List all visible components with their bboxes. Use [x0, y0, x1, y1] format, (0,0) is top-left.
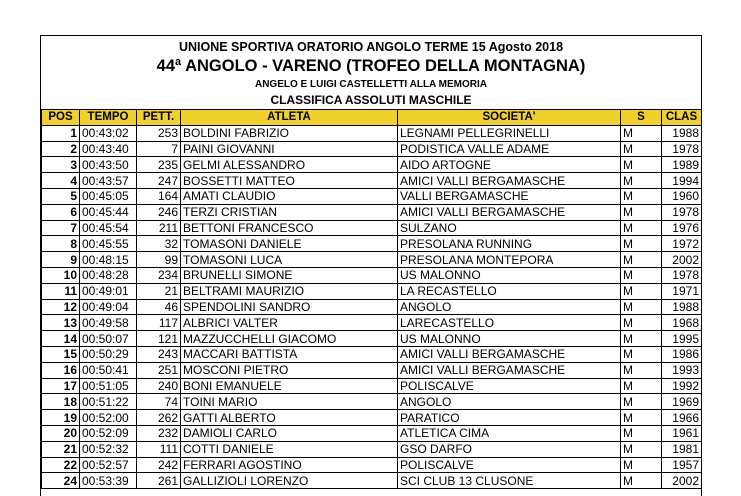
cell-atleta: DAMIOLI CARLO: [181, 425, 398, 441]
cell-clas: 1988: [662, 125, 702, 141]
table-row: [42, 346, 702, 362]
cell-pos: 17: [42, 378, 80, 394]
col-atleta-header: ATLETA: [181, 110, 398, 126]
cell-pos: 22: [42, 457, 80, 473]
cell-atleta: MOSCONI PIETRO: [181, 362, 398, 378]
cell-sesso: M: [621, 457, 662, 473]
organizer-title: UNIONE SPORTIVA ORATORIO ANGOLO TERME 15 Agosto 2018: [178, 40, 564, 54]
cell-atleta: BOLDINI FABRIZIO: [181, 125, 398, 141]
cell-pos: 8: [42, 236, 80, 252]
cell-tempo: 00:43:02: [80, 125, 137, 141]
cell-pett: 232: [137, 425, 181, 441]
cell-atleta: FERRARI AGOSTINO: [181, 457, 398, 473]
col-pett-header: PETT.: [137, 110, 181, 126]
cell-tempo: 00:50:29: [80, 346, 137, 362]
cell-sesso: M: [621, 394, 662, 410]
table-row: [42, 125, 702, 141]
cell-pett: 32: [137, 236, 181, 252]
cell-pett: 7: [137, 141, 181, 157]
cell-pett: 251: [137, 362, 181, 378]
cell-pos: 15: [42, 346, 80, 362]
cell-societa: US MALONNO: [398, 331, 621, 347]
cell-pett: 242: [137, 457, 181, 473]
table-row: [42, 331, 702, 347]
cell-sesso: M: [621, 141, 662, 157]
cell-societa: AMICI VALLI BERGAMASCHE: [398, 362, 621, 378]
cell-pett: 253: [137, 125, 181, 141]
cell-tempo: 00:49:01: [80, 283, 137, 299]
memorial-subtitle: ANGELO E LUIGI CASTELLETTI ALLA MEMORIA: [254, 79, 488, 90]
cell-atleta: TOMASONI DANIELE: [181, 236, 398, 252]
cell-pett: 21: [137, 283, 181, 299]
cell-sesso: M: [621, 331, 662, 347]
cell-societa: LEGNAMI PELLEGRINELLI: [398, 125, 621, 141]
cell-sesso: M: [621, 378, 662, 394]
cell-pos: 13: [42, 315, 80, 331]
cell-pett: 117: [137, 315, 181, 331]
cell-sesso: M: [621, 220, 662, 236]
ranking-title: CLASSIFICA ASSOLUTI MASCHILE: [270, 93, 472, 107]
table-row: [42, 315, 702, 331]
cell-pos: 10: [42, 267, 80, 283]
cell-societa: SCI CLUB 13 CLUSONE: [398, 473, 621, 489]
table-row: [42, 410, 702, 426]
cell-clas: 1988: [662, 299, 702, 315]
cell-atleta: BOSSETTI MATTEO: [181, 173, 398, 189]
cell-clas: 1981: [662, 441, 702, 457]
cell-sesso: M: [621, 425, 662, 441]
table-row: [42, 188, 702, 204]
cell-societa: POLISCALVE: [398, 457, 621, 473]
cell-societa: AIDO ARTOGNE: [398, 157, 621, 173]
cell-societa: AMICI VALLI BERGAMASCHE: [398, 204, 621, 220]
cell-atleta: BONI EMANUELE: [181, 378, 398, 394]
col-tempo-header: TEMPO: [80, 110, 137, 126]
cell-societa: ANGOLO: [398, 394, 621, 410]
cell-tempo: 00:48:15: [80, 252, 137, 268]
cell-societa: US MALONNO: [398, 267, 621, 283]
cell-tempo: 00:48:28: [80, 267, 137, 283]
cell-atleta: TERZI CRISTIAN: [181, 204, 398, 220]
cell-sesso: M: [621, 267, 662, 283]
cell-sesso: M: [621, 362, 662, 378]
cell-societa: PODISTICA VALLE ADAME: [398, 141, 621, 157]
cell-societa: PRESOLANA RUNNING: [398, 236, 621, 252]
cell-atleta: BETTONI FRANCESCO: [181, 220, 398, 236]
cell-pos: 19: [42, 410, 80, 426]
cell-tempo: 00:45:44: [80, 204, 137, 220]
cell-atleta: GALLIZIOLI LORENZO: [181, 473, 398, 489]
cell-clas: 1978: [662, 204, 702, 220]
cell-tempo: 00:43:57: [80, 173, 137, 189]
cell-clas: 1986: [662, 346, 702, 362]
table-row: [42, 441, 702, 457]
cell-tempo: 00:52:00: [80, 410, 137, 426]
table-row: [42, 157, 702, 173]
cell-atleta: AMATI CLAUDIO: [181, 188, 398, 204]
cell-tempo: 00:49:04: [80, 299, 137, 315]
cell-societa: AMICI VALLI BERGAMASCHE: [398, 346, 621, 362]
table-row: [42, 204, 702, 220]
cell-tempo: 00:43:40: [80, 141, 137, 157]
cell-atleta: TOINI MARIO: [181, 394, 398, 410]
table-row: [42, 394, 702, 410]
cell-pett: 246: [137, 204, 181, 220]
cell-atleta: MACCARI BATTISTA: [181, 346, 398, 362]
cell-pett: 247: [137, 173, 181, 189]
cell-tempo: 00:51:05: [80, 378, 137, 394]
table-row: [42, 173, 702, 189]
cell-clas: 1969: [662, 394, 702, 410]
cell-pos: 12: [42, 299, 80, 315]
col-sesso-header: S: [621, 110, 662, 126]
table-row: [42, 378, 702, 394]
col-pos-header: POS: [42, 110, 80, 126]
cell-sesso: M: [621, 283, 662, 299]
cell-sesso: M: [621, 410, 662, 426]
cell-sesso: M: [621, 473, 662, 489]
cell-sesso: M: [621, 441, 662, 457]
cell-sesso: M: [621, 157, 662, 173]
cell-atleta: PAINI GIOVANNI: [181, 141, 398, 157]
cell-pos: 2: [42, 141, 80, 157]
cell-pett: 99: [137, 252, 181, 268]
cell-pett: 211: [137, 220, 181, 236]
table-row: [42, 220, 702, 236]
cell-societa: PRESOLANA MONTEPORA: [398, 252, 621, 268]
cell-societa: LARECASTELLO: [398, 315, 621, 331]
cell-societa: ATLETICA CIMA: [398, 425, 621, 441]
cell-tempo: 00:45:05: [80, 188, 137, 204]
cell-pos: 9: [42, 252, 80, 268]
cell-tempo: 00:43:50: [80, 157, 137, 173]
cell-pos: 4: [42, 173, 80, 189]
cell-atleta: GATTI ALBERTO: [181, 410, 398, 426]
cell-pett: 235: [137, 157, 181, 173]
cell-tempo: 00:52:32: [80, 441, 137, 457]
cell-clas: 1957: [662, 457, 702, 473]
cell-sesso: M: [621, 346, 662, 362]
cell-pos: 14: [42, 331, 80, 347]
race-title: 44ª ANGOLO - VARENO (TROFEO DELLA MONTAGNA): [156, 57, 586, 75]
cell-clas: 1971: [662, 283, 702, 299]
cell-pos: 3: [42, 157, 80, 173]
table-row: [42, 252, 702, 268]
cell-pett: 234: [137, 267, 181, 283]
cell-sesso: M: [621, 188, 662, 204]
cell-pos: 1: [42, 125, 80, 141]
cell-societa: GSO DARFO: [398, 441, 621, 457]
cell-tempo: 00:50:41: [80, 362, 137, 378]
cell-clas: 2002: [662, 252, 702, 268]
cell-societa: SULZANO: [398, 220, 621, 236]
cell-atleta: TOMASONI LUCA: [181, 252, 398, 268]
col-clas-header: CLAS: [662, 110, 702, 126]
cell-pos: 18: [42, 394, 80, 410]
cell-tempo: 00:52:09: [80, 425, 137, 441]
cell-clas: 1972: [662, 236, 702, 252]
cell-clas: 1976: [662, 220, 702, 236]
cell-pos: 5: [42, 188, 80, 204]
cell-sesso: M: [621, 315, 662, 331]
cell-pos: 24: [42, 473, 80, 489]
table-row: [42, 267, 702, 283]
cell-clas: 1961: [662, 425, 702, 441]
table-row: [42, 362, 702, 378]
cell-atleta: BELTRAMI MAURIZIO: [181, 283, 398, 299]
cell-clas: 1994: [662, 173, 702, 189]
cell-clas: 1995: [662, 331, 702, 347]
cell-atleta: SPENDOLINI SANDRO: [181, 299, 398, 315]
cell-societa: LA RECASTELLO: [398, 283, 621, 299]
cell-clas: 2002: [662, 473, 702, 489]
cell-pett: 240: [137, 378, 181, 394]
table-row: [42, 299, 702, 315]
results-sheet: [40, 35, 702, 496]
cell-pett: 261: [137, 473, 181, 489]
cell-clas: 1993: [662, 362, 702, 378]
cell-clas: 1966: [662, 410, 702, 426]
cell-sesso: M: [621, 173, 662, 189]
table-row: [42, 141, 702, 157]
cell-tempo: 00:53:39: [80, 473, 137, 489]
table-row: [42, 457, 702, 473]
cell-clas: 1968: [662, 315, 702, 331]
table-row: [42, 236, 702, 252]
cell-atleta: COTTI DANIELE: [181, 441, 398, 457]
cell-tempo: 00:52:57: [80, 457, 137, 473]
cell-societa: PARATICO: [398, 410, 621, 426]
cell-sesso: M: [621, 299, 662, 315]
cell-clas: 1989: [662, 157, 702, 173]
cell-pos: 11: [42, 283, 80, 299]
cell-societa: VALLI BERGAMASCHE: [398, 188, 621, 204]
results-table: [41, 109, 702, 489]
cell-sesso: M: [621, 204, 662, 220]
cell-pett: 111: [137, 441, 181, 457]
cell-societa: AMICI VALLI BERGAMASCHE: [398, 173, 621, 189]
table-row: [42, 473, 702, 489]
cell-societa: ANGOLO: [398, 299, 621, 315]
cell-pett: 262: [137, 410, 181, 426]
col-societa-header: SOCIETA': [398, 110, 621, 126]
cell-atleta: ALBRICI VALTER: [181, 315, 398, 331]
cell-pos: 7: [42, 220, 80, 236]
cell-tempo: 00:51:22: [80, 394, 137, 410]
cell-tempo: 00:45:55: [80, 236, 137, 252]
cell-pett: 74: [137, 394, 181, 410]
cell-pos: 20: [42, 425, 80, 441]
cell-pett: 164: [137, 188, 181, 204]
cell-pett: 243: [137, 346, 181, 362]
cell-tempo: 00:50:07: [80, 331, 137, 347]
cell-atleta: GELMI ALESSANDRO: [181, 157, 398, 173]
cell-tempo: 00:49:58: [80, 315, 137, 331]
cell-pos: 16: [42, 362, 80, 378]
cell-sesso: M: [621, 236, 662, 252]
cell-tempo: 00:45:54: [80, 220, 137, 236]
cell-clas: 1960: [662, 188, 702, 204]
table-row: [42, 283, 702, 299]
table-row: [42, 425, 702, 441]
table-header-row: [42, 110, 702, 126]
cell-atleta: BRUNELLI SIMONE: [181, 267, 398, 283]
cell-pos: 21: [42, 441, 80, 457]
cell-sesso: M: [621, 125, 662, 141]
cell-pett: 121: [137, 331, 181, 347]
table-body: [42, 125, 702, 488]
cell-atleta: MAZZUCCHELLI GIACOMO: [181, 331, 398, 347]
cell-societa: POLISCALVE: [398, 378, 621, 394]
cell-clas: 1978: [662, 267, 702, 283]
cell-pett: 46: [137, 299, 181, 315]
cell-clas: 1992: [662, 378, 702, 394]
cell-sesso: M: [621, 252, 662, 268]
cell-pos: 6: [42, 204, 80, 220]
cell-clas: 1978: [662, 141, 702, 157]
